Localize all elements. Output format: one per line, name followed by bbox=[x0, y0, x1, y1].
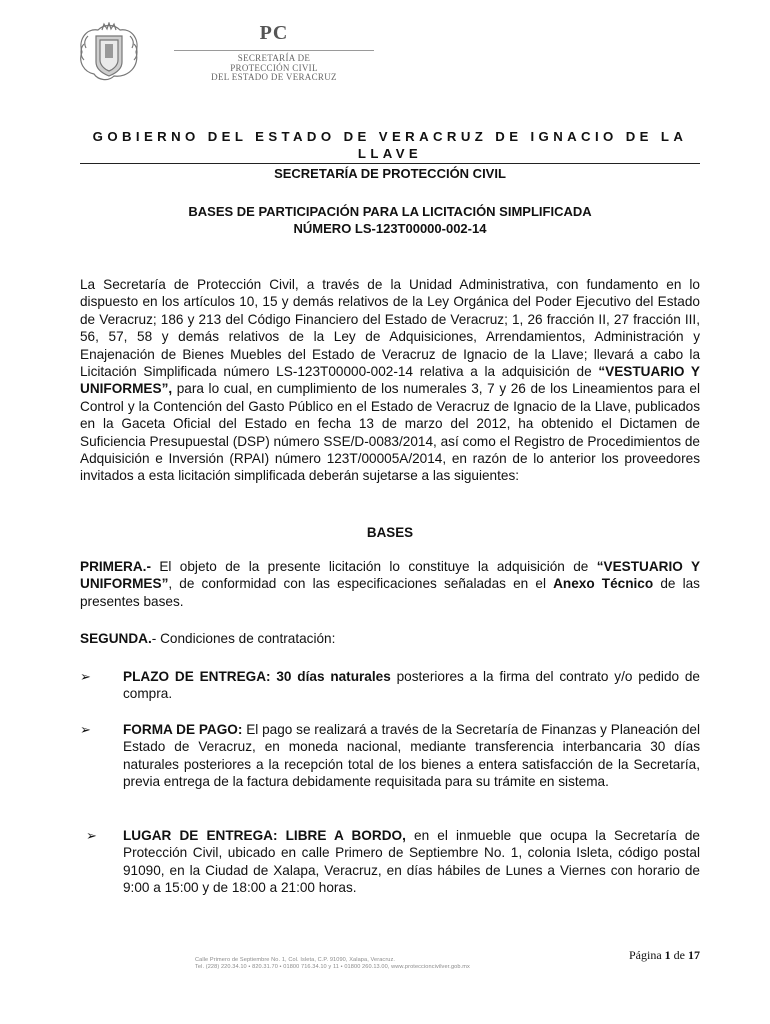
coat-of-arms-icon bbox=[74, 22, 156, 84]
title-line-1: BASES DE PARTICIPACIÓN PARA LA LICITACIÓN SIMPLIFICADA bbox=[188, 204, 592, 219]
primera-bold-1: “VESTUARIO Y UNIFORMES” bbox=[80, 559, 701, 592]
list-item-bold: PLAZO DE ENTREGA: 30 días naturales bbox=[123, 669, 391, 684]
pc-logo-mark: PC bbox=[259, 22, 289, 44]
arrow-bullet-icon: ➢ bbox=[80, 722, 91, 737]
list-item-body: en el inmueble que ocupa la Secretaría de Protección Civil, ubicado en calle Primero de Septiembre No. 1, colonia Isleta, código postal 91090, en la Ciudad de Xalapa, Veracruz, en días hábiles de Lunes a Viernes con horario de 9:00 a 15:00 y de 18:00 a 21:00 horas. bbox=[123, 828, 700, 896]
intro-text-2: para lo cual, en cumplimiento de los numerales 3, 7 y 26 de los Lineamientos para el Control y la Contención del Gasto Público en el Estado de Veracruz de Ignacio de la Llave, publicados en la Gaceta Oficial del Estado en fecha 13 de marzo del 2012, ha obtenido el Dictamen de Suficiencia Presupuestal (DSP) número SSE/D-0083/2014, así como el Registro de Procedimientos de Adquisición e Inversión (RPAI) número 123T/00005A/2014, en razón de lo anterior los proveedores invitados a esta licitación simplificada deberán sujetarse a las siguientes: bbox=[80, 381, 700, 484]
primera-label: PRIMERA.- bbox=[80, 559, 151, 574]
clause-primera bbox=[80, 558, 700, 610]
logo-line-1: SECRETARÍA DE bbox=[237, 53, 311, 63]
page-number bbox=[580, 948, 700, 963]
footer-address bbox=[195, 957, 575, 971]
segunda-text: - Condiciones de contratación: bbox=[151, 631, 336, 646]
clause-segunda bbox=[80, 630, 700, 647]
list-item-text bbox=[123, 827, 700, 897]
logo-rule bbox=[174, 50, 374, 51]
primera-text-2: , de conformidad con las especificaciones señaladas en el bbox=[168, 576, 554, 592]
primera-text-1: El objeto de la presente licitación lo constituye la adquisición de bbox=[151, 559, 597, 574]
page-current: 1 bbox=[664, 948, 671, 962]
list-item-text bbox=[123, 721, 700, 791]
logo-line-2: PROTECCIÓN CIVIL bbox=[230, 62, 318, 73]
arrow-bullet-icon: ➢ bbox=[86, 828, 97, 843]
footer-address-line-1: Calle Primero de Septiembre No. 1, Col. Isleta, C.P. 91090, Xalapa, Veracruz. bbox=[195, 957, 396, 963]
list-item-bold: LUGAR DE ENTREGA: LIBRE A BORDO, bbox=[123, 828, 406, 843]
list-item-body: posteriores a la firma del contrato y/o pedido de compra. bbox=[123, 669, 700, 702]
list-item-body: El pago se realizará a través de la Secretaría de Finanzas y Planeación del Estado de Veracruz, en moneda nacional, mediante transferencia interbancaria 30 días naturales posteriores a la recepción total de los bienes a entera satisfacción de la Secretaría, previa entrega de la factura debidamente requisitada para su trámite en sistema. bbox=[123, 722, 700, 790]
document-title bbox=[80, 203, 700, 237]
page-of: de bbox=[673, 948, 685, 962]
bases-heading: BASES bbox=[366, 525, 414, 540]
page-word: Página bbox=[629, 948, 662, 962]
intro-text-1: La Secretaría de Protección Civil, a través de la Unidad Administrativa, con fundamento en lo dispuesto en los artículos 10, 15 y demás relativos de la Ley Orgánica del Poder Ejecutivo del Estado de Veracruz; 186 y 213 del Código Financiero del Estado de Veracruz; 1, 26 fracción II, 27 fracción III, 56, 57, 58 y demás relativos de la Ley de Adquisiciones, Arrendamientos, Administración y Enajenación de Bienes Muebles del Estado de Veracruz de Ignacio de la Llave; llevará a cabo la Licitación Simplificada número LS-123T00000-002-14 relativa a la adquisición de bbox=[80, 277, 700, 380]
segunda-label: SEGUNDA. bbox=[80, 631, 152, 646]
arrow-bullet-icon: ➢ bbox=[80, 669, 91, 684]
page-total: 17 bbox=[688, 948, 700, 962]
letterhead bbox=[74, 22, 374, 88]
title-line-2: NÚMERO LS-123T00000-002-14 bbox=[293, 221, 487, 236]
intro-bold: “VESTUARIO Y UNIFORMES”, bbox=[80, 364, 700, 397]
list-item-text bbox=[123, 668, 700, 703]
footer-address-line-2: Tel. (228) 220.34.10 • 820.31.70 • 01800 716.34.10 y 11 • 01800 260.13.00, www.proteccioncivilver.gob.mx bbox=[195, 964, 470, 971]
pc-logo bbox=[174, 22, 374, 82]
list-item-bold: FORMA DE PAGO: bbox=[123, 722, 243, 737]
government-heading: GOBIERNO DEL ESTADO DE VERACRUZ DE IGNACIO DE LA LLAVE bbox=[92, 129, 688, 161]
primera-bold-2: Anexo Técnico bbox=[553, 576, 654, 592]
heading-rule bbox=[80, 163, 700, 164]
logo-line-3: DEL ESTADO DE VERACRUZ bbox=[211, 72, 337, 82]
intro-paragraph bbox=[80, 276, 700, 485]
primera-text-3: de las presentes bases. bbox=[80, 576, 700, 609]
secretariat-heading: SECRETARÍA DE PROTECCIÓN CIVIL bbox=[274, 166, 506, 181]
